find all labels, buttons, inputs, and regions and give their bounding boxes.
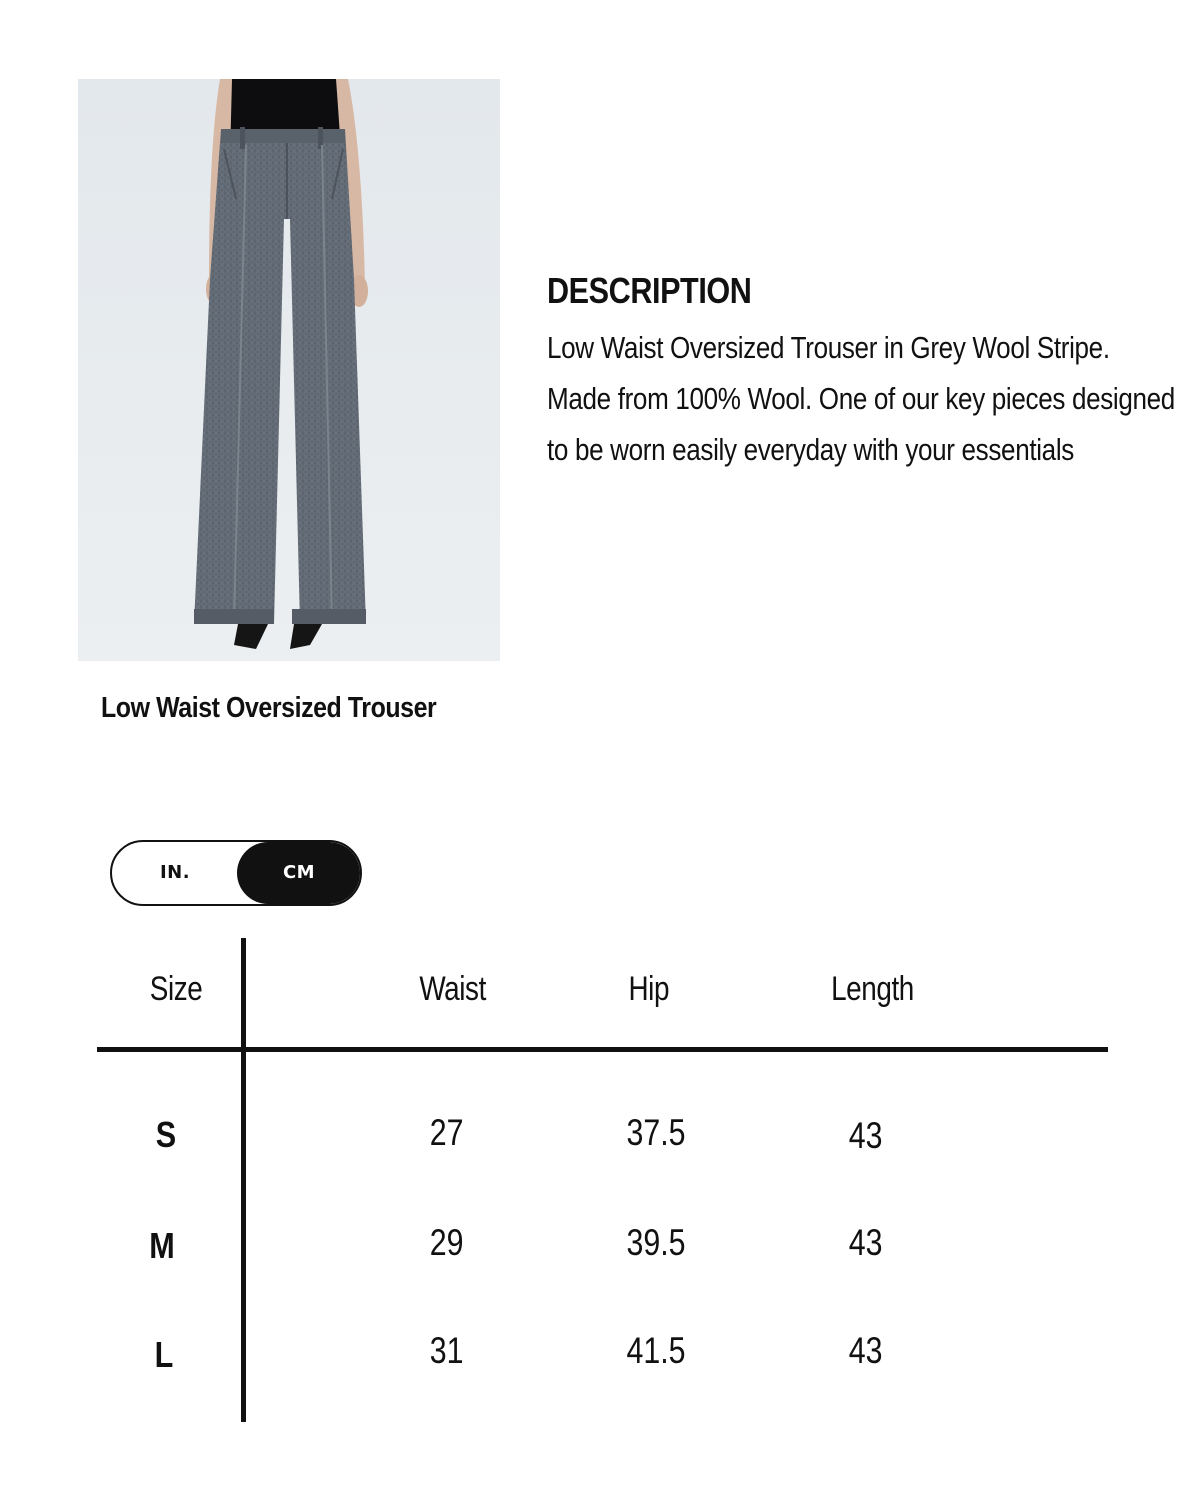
black-top (220, 79, 348, 131)
size-m-label: M (149, 1225, 175, 1266)
length-l-value: 43 (848, 1330, 883, 1371)
product-name: Low Waist Oversized Trouser (101, 692, 437, 724)
size-l-label: L (154, 1334, 174, 1375)
size-s-label: S (155, 1114, 177, 1155)
length-m-value: 43 (848, 1222, 883, 1263)
table-vertical-divider (241, 938, 246, 1422)
unit-toggle[interactable] (110, 840, 362, 906)
unit-option-cm[interactable]: CM (237, 842, 361, 904)
waist-l-value: 31 (429, 1330, 464, 1371)
product-image (78, 79, 500, 661)
description-heading: DESCRIPTION (547, 270, 752, 311)
hip-m-value: 39.5 (626, 1222, 686, 1263)
length-s-value: 43 (848, 1115, 883, 1156)
description-line: Low Waist Oversized Trouser in Grey Wool Stripe. (547, 330, 1110, 365)
hip-s-value: 37.5 (626, 1112, 686, 1153)
description-line: to be worn easily everyday with your essentials (547, 432, 1074, 467)
waist-m-value: 29 (429, 1222, 464, 1263)
table-header-divider (97, 1047, 1108, 1052)
unit-option-in[interactable]: IN. (159, 862, 191, 883)
header-length: Length (831, 970, 914, 1008)
header-hip: Hip (628, 970, 670, 1008)
header-size: Size (149, 970, 203, 1008)
waist-s-value: 27 (429, 1112, 464, 1153)
description-line: Made from 100% Wool. One of our key pieces designed (547, 381, 1175, 416)
hip-l-value: 41.5 (626, 1330, 686, 1371)
header-waist: Waist (419, 970, 486, 1008)
description-text (547, 322, 1175, 475)
